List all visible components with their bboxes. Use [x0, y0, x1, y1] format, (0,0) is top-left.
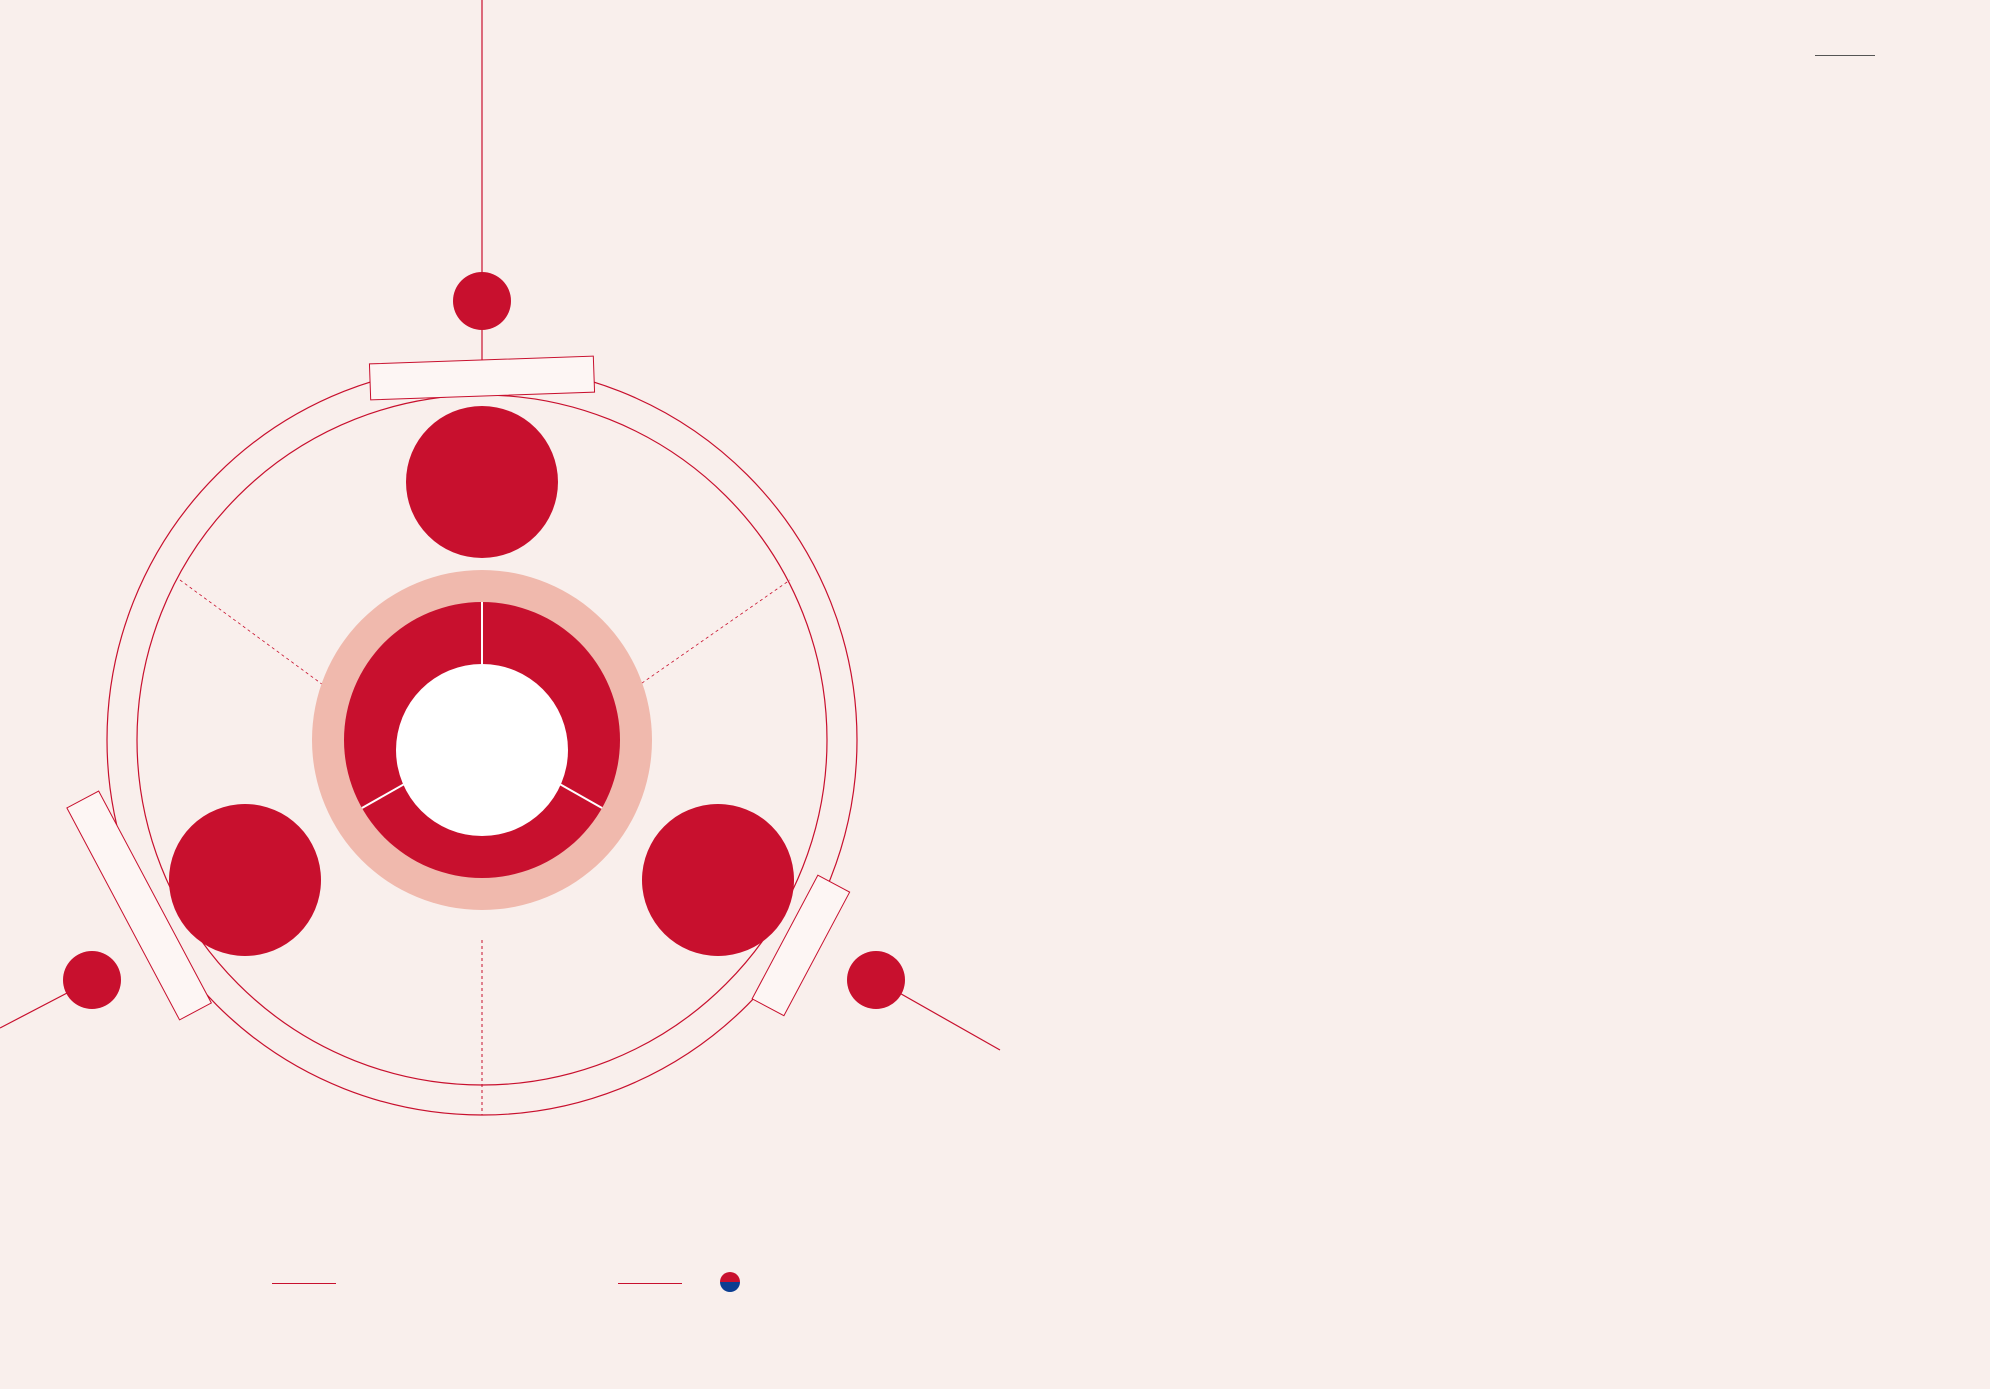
motie-logo [720, 1272, 745, 1292]
pillar-nation [63, 951, 121, 1009]
strategy-circle-1 [406, 406, 558, 558]
box-top [369, 356, 594, 400]
pillar-future [453, 272, 511, 330]
pillar-happiness [847, 951, 905, 1009]
page-divider [1815, 55, 1875, 56]
taeguk-icon [720, 1272, 740, 1292]
navigator-diagram [0, 0, 1010, 1200]
